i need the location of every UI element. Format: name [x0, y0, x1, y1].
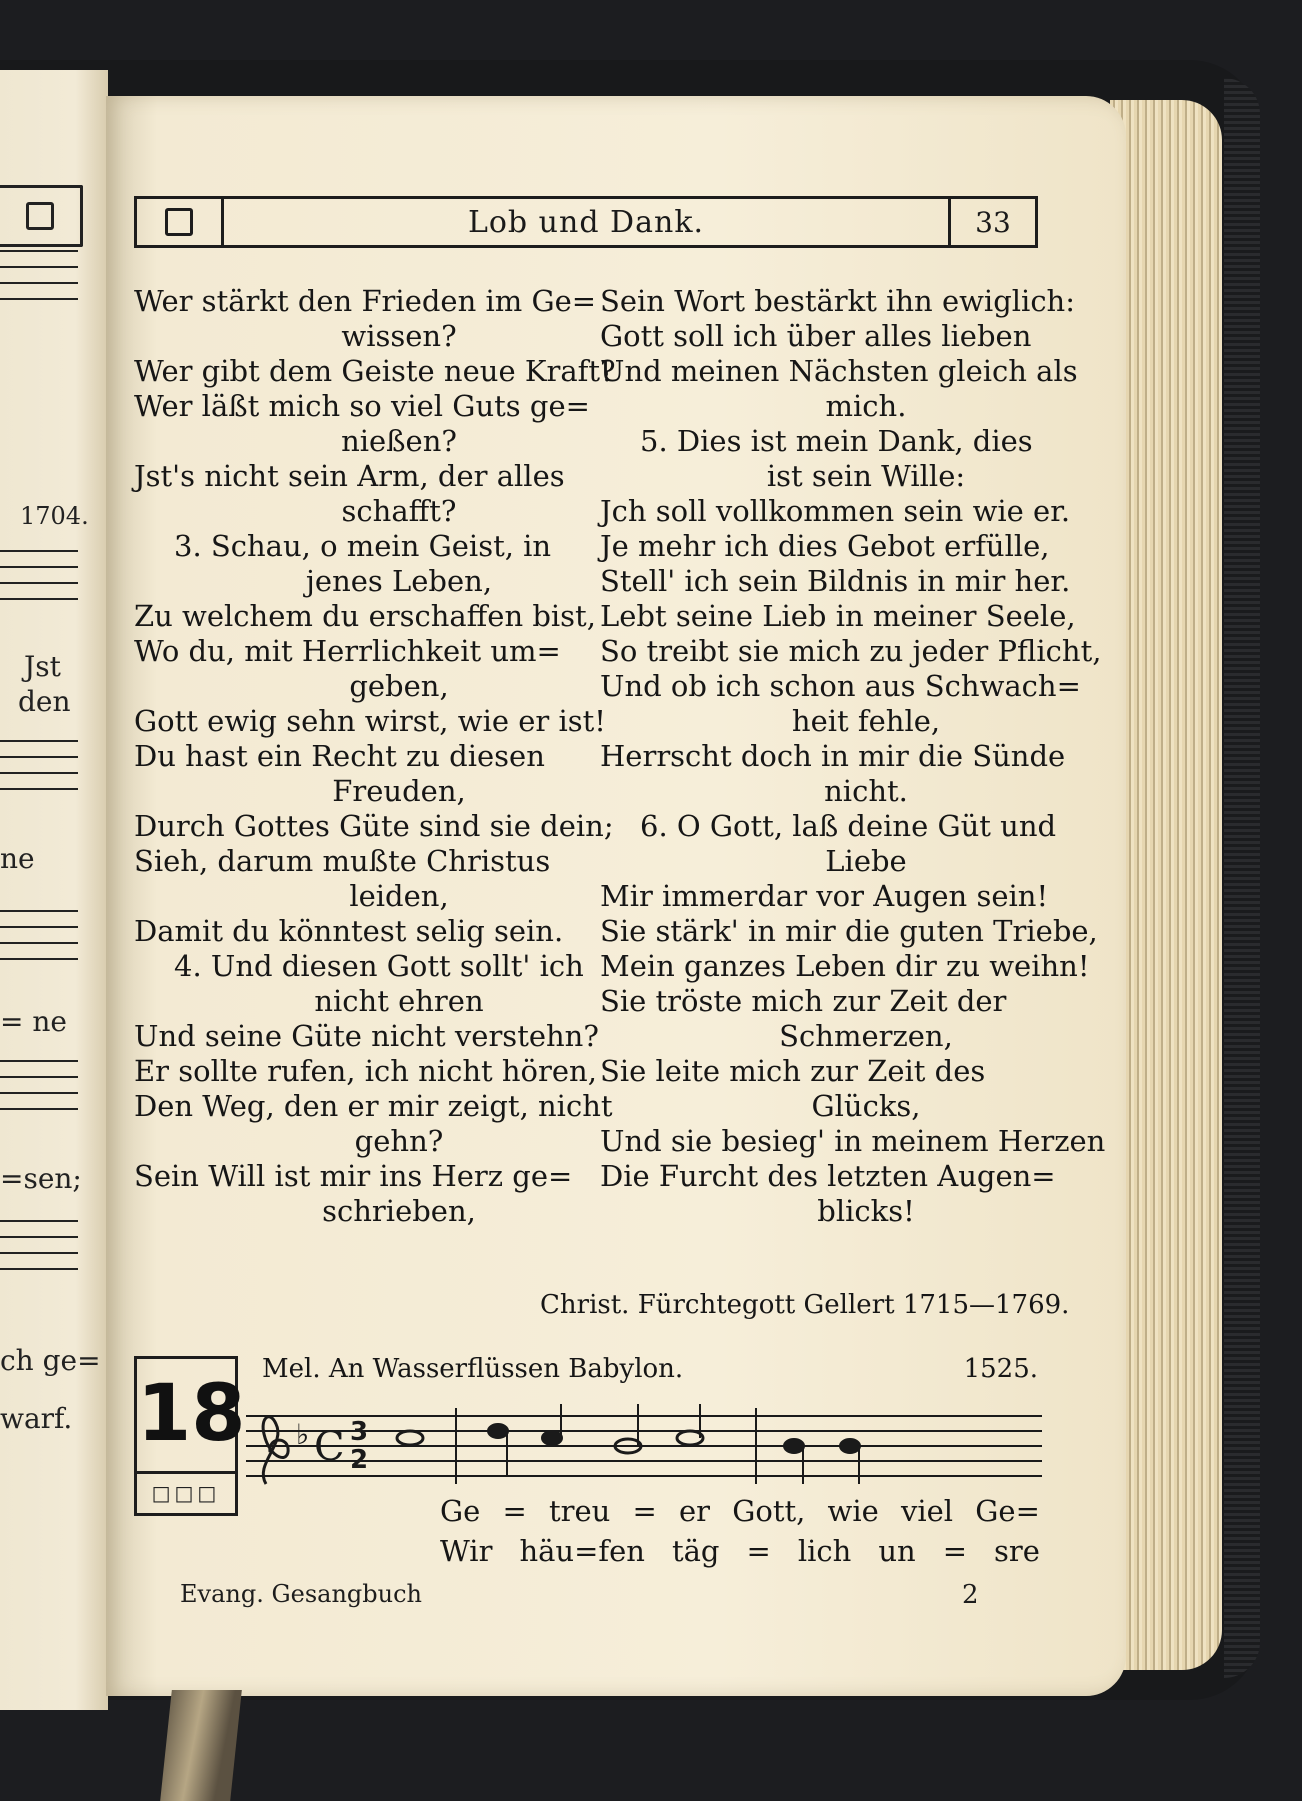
footer-sheet-number: 2: [962, 1580, 979, 1610]
verse-line: jenes Leben,: [305, 564, 493, 598]
verse-line: 4. Und diesen Gott sollt' ich: [174, 949, 584, 983]
lyric-syllable: =: [502, 1494, 527, 1528]
verse-line: nicht ehren: [314, 984, 484, 1018]
verse-line: Und meinen Nächsten gleich als: [600, 354, 1078, 388]
lyric-syllable: sre: [994, 1534, 1040, 1568]
left-fragment: den: [18, 685, 71, 718]
lyric-syllable: =: [942, 1534, 968, 1568]
verse-line: Herrscht doch in mir die Sünde: [600, 739, 1066, 773]
lyric-syllable: viel: [900, 1494, 954, 1528]
lyric-syllable: Wir: [440, 1534, 493, 1568]
verse-line: Wo du, mit Herrlichkeit um=: [134, 634, 561, 668]
verse-line: Sein Wort bestärkt ihn ewiglich:: [600, 284, 1076, 318]
left-text-column: [134, 284, 616, 1229]
verse-line: Glücks,: [811, 1089, 921, 1123]
lyric-syllable: lich: [797, 1534, 852, 1568]
hymn-number-dots: □□□: [151, 1481, 221, 1505]
verse-line: Und seine Güte nicht verstehn?: [134, 1019, 599, 1053]
verse-line: schrieben,: [322, 1194, 476, 1228]
verse-line: wissen?: [341, 319, 457, 353]
verse-line: Du hast ein Recht zu diesen: [134, 739, 545, 773]
verse-line: Jst's nicht sein Arm, der alles: [134, 459, 565, 493]
verse-line: Lebt seine Lieb in meiner Seele,: [600, 599, 1076, 633]
music-staff: [246, 1404, 1042, 1486]
verse-line: Mein ganzes Leben dir zu weihn!: [600, 949, 1090, 983]
left-page: [0, 70, 108, 1710]
verse-line: Stell' ich sein Bildnis in mir her.: [600, 564, 1071, 598]
verse-line: nießen?: [341, 424, 457, 458]
verse-line: Den Weg, den er mir zeigt, nicht: [134, 1089, 613, 1123]
square-icon: [26, 202, 54, 230]
lyric-syllable: treu: [548, 1494, 611, 1528]
verse-line: Damit du könntest selig sein.: [134, 914, 564, 948]
page-number: 33: [948, 199, 1035, 245]
verse-line: Und sie besieg' in meinem Herzen: [600, 1124, 1106, 1158]
lyrics-line-1: [440, 1494, 1040, 1528]
verse-line: Wer stärkt den Frieden im Ge=: [134, 284, 597, 318]
verse-line: Sie tröste mich zur Zeit der: [600, 984, 1007, 1018]
left-page-header-box: [0, 185, 83, 247]
verse-line: Wer läßt mich so viel Guts ge=: [134, 389, 590, 423]
verse-line: schafft?: [341, 494, 457, 528]
left-staff: [0, 1220, 78, 1284]
verse-line: Mir immerdar vor Augen sein!: [600, 879, 1049, 913]
left-fragment: warf.: [0, 1402, 73, 1435]
time-signature-icon: 2: [350, 1445, 369, 1475]
lyric-syllable: wie: [827, 1494, 879, 1528]
verse-line: leiden,: [349, 879, 449, 913]
left-fragment: =sen;: [0, 1162, 82, 1195]
verse-line: geben,: [349, 669, 449, 703]
verse-line: Sie leite mich zur Zeit des: [600, 1054, 986, 1088]
page-title: Lob und Dank.: [467, 204, 705, 240]
verse-line: Die Furcht des letzten Augen=: [600, 1159, 1056, 1193]
verse-line: Sie stärk' in mir die guten Triebe,: [600, 914, 1098, 948]
verse-line: Gott ewig sehn wirst, wie er ist!: [134, 704, 606, 738]
left-staff: [0, 550, 78, 614]
verse-line: Je mehr ich dies Gebot erfülle,: [600, 529, 1050, 563]
lyric-syllable: er: [679, 1494, 711, 1528]
time-signature-icon: 3: [350, 1417, 369, 1447]
hymn-number: 18: [137, 1369, 246, 1459]
flat-sign-icon: ♭: [296, 1418, 310, 1451]
melody-line: [262, 1354, 1038, 1384]
verse-line: Zu welchem du erschaffen bist,: [134, 599, 596, 633]
left-page-year: 1704.: [20, 502, 89, 530]
bookmark-ribbon: [160, 1690, 242, 1801]
footer-signature: Evang. Gesangbuch: [180, 1580, 423, 1608]
square-icon: [165, 208, 193, 236]
verse-line: Sein Will ist mir ins Herz ge=: [134, 1159, 573, 1193]
lyrics-line-2: [440, 1534, 1040, 1568]
verse-line: nicht.: [824, 774, 908, 808]
verse-line: 6. O Gott, laß deine Güt und: [640, 809, 1057, 843]
verse-line: ist sein Wille:: [766, 459, 966, 493]
verse-line: Jch soll vollkommen sein wie er.: [600, 494, 1071, 528]
left-fragment: ch ge=: [0, 1344, 101, 1377]
verse-line: blicks!: [817, 1194, 915, 1228]
left-fragment: Jst: [24, 650, 61, 683]
verse-line: 3. Schau, o mein Geist, in: [174, 529, 552, 563]
melody-name: Mel. An Wasserflüssen Babylon.: [262, 1354, 684, 1384]
left-staff: [0, 910, 78, 974]
verse-line: gehn?: [354, 1124, 444, 1158]
page-edges: [1110, 100, 1222, 1670]
left-staff: [0, 740, 78, 804]
verse-line: heit fehle,: [791, 704, 941, 738]
verse-line: 5. Dies ist mein Dank, dies: [640, 424, 1033, 458]
verse-line: Sieh, darum mußte Christus: [134, 844, 551, 878]
page-header: [134, 196, 1038, 248]
hymn-number-box: [134, 1356, 246, 1516]
treble-clef-icon: [263, 1417, 288, 1484]
verse-line: Freuden,: [332, 774, 466, 808]
header-box-cell: [137, 199, 224, 245]
verse-line: Er sollte rufen, ich nicht hören,: [134, 1054, 597, 1088]
verse-line: Schmerzen,: [779, 1019, 953, 1053]
lyric-syllable: Gott,: [732, 1494, 806, 1528]
verse-line: So treibt sie mich zu jeder Pflicht,: [600, 634, 1102, 668]
verse-line: Liebe: [825, 844, 907, 878]
verse-line: Wer gibt dem Geiste neue Kraft?: [134, 354, 616, 388]
verse-line: mich.: [825, 389, 907, 423]
lyric-syllable: häu=fen: [519, 1534, 645, 1568]
lyric-syllable: =: [632, 1494, 657, 1528]
melody-year: 1525.: [963, 1354, 1038, 1384]
lyric-syllable: un: [878, 1534, 916, 1568]
left-staff: [0, 250, 78, 314]
book-binding-edge: [1224, 78, 1260, 1678]
right-text-column: [600, 284, 1106, 1229]
lyric-syllable: Ge=: [975, 1494, 1040, 1528]
left-staff: [0, 1060, 78, 1124]
lyric-syllable: Ge: [440, 1494, 481, 1528]
common-time-icon: C: [314, 1424, 345, 1470]
lyric-syllable: täg: [671, 1534, 720, 1568]
verse-line: Durch Gottes Güte sind sie dein;: [134, 809, 614, 843]
hymn-number-divider: [137, 1471, 235, 1474]
verse-line: Und ob ich schon aus Schwach=: [600, 669, 1081, 703]
left-fragment: ne: [0, 842, 35, 875]
lyric-syllable: =: [746, 1534, 771, 1568]
verse-line: Gott soll ich über alles lieben: [600, 319, 1032, 353]
author-credit: Christ. Fürchtegott Gellert 1715—1769.: [540, 1290, 1070, 1320]
left-fragment: = ne: [0, 1005, 67, 1038]
